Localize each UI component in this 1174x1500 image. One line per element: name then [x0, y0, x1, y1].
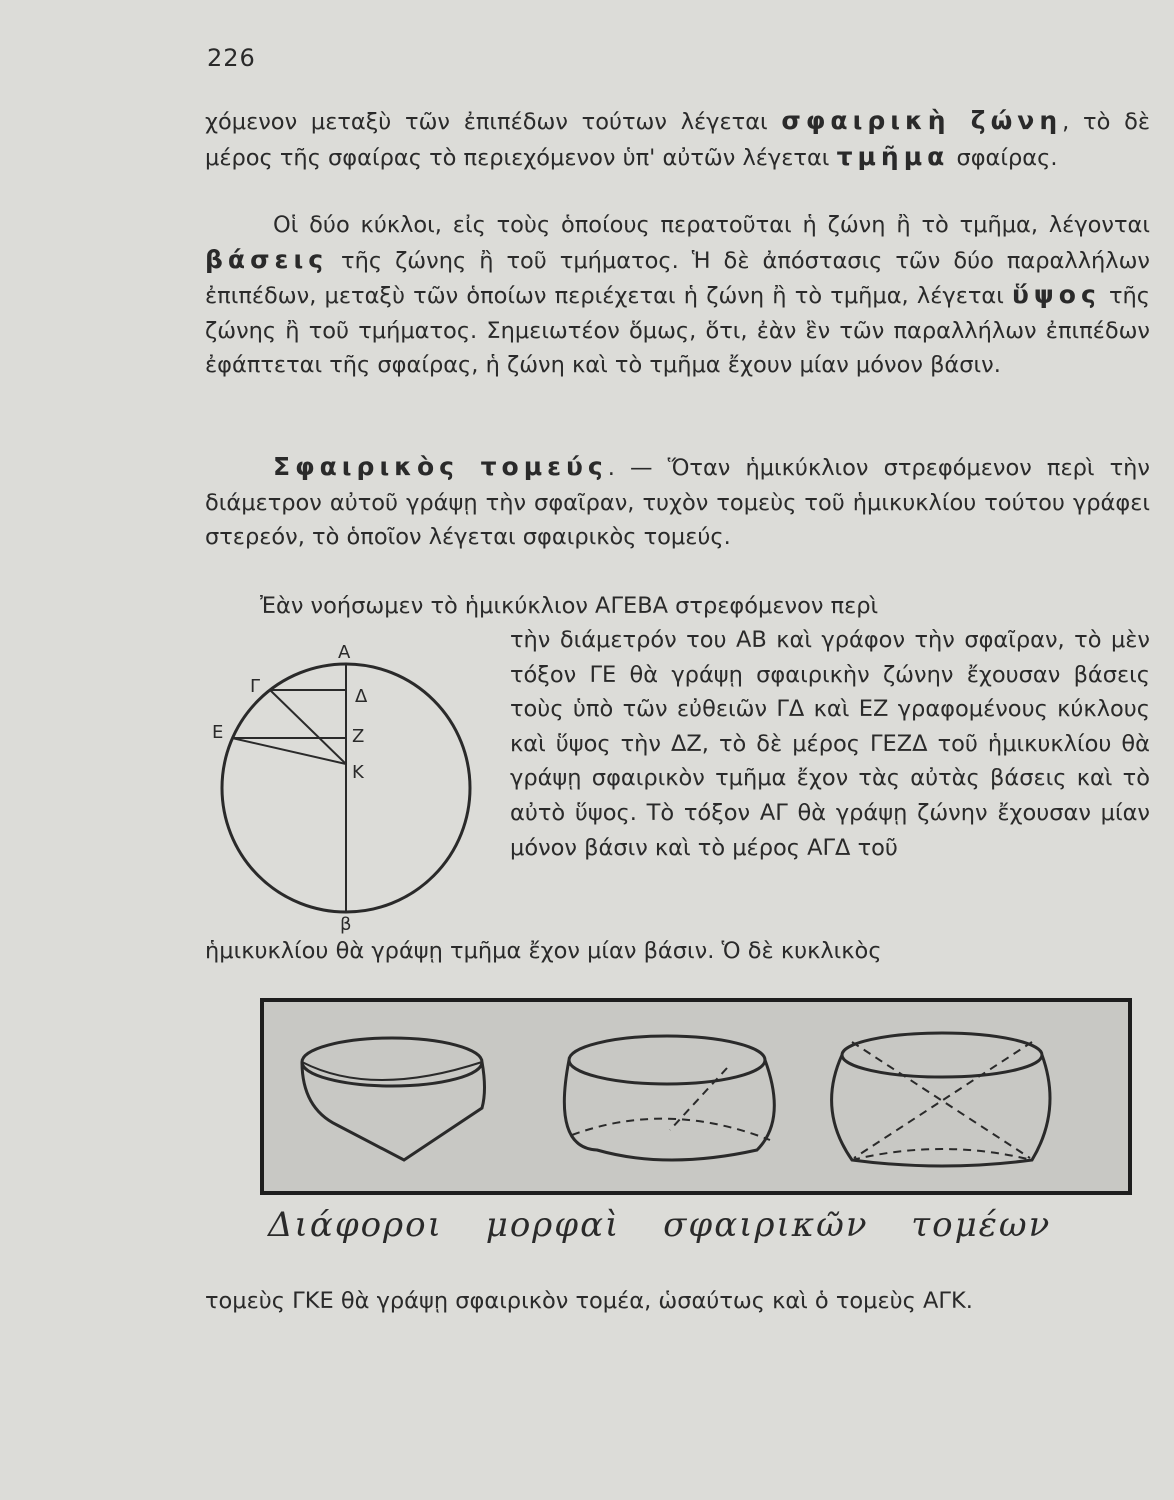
text-run: . — Ὅταν ἡμικύκλιον στρεφόμενον περὶ τὴν διάμετρον αὐτοῦ γράψῃ τὴν σφαῖραν, τυχὸν τομεὺς τοῦ ἡμικυκλίου τούτου γράφει στερεόν, τὸ ὁποῖον λέγεται σφαιρικὸς τομεύς. — [205, 455, 1150, 551]
paragraph-example-wrapped: τὴν διάμετρόν του ΑΒ καὶ γράφον τὴν σφαῖραν, τὸ μὲν τόξον ΓΕ θὰ γράψῃ σφαιρικὴν ζώνην ἔχουσαν βάσεις τοὺς ὑπὸ τῶν εὐθειῶν ΓΔ καὶ ΕΖ γραφομένους κύκλους καὶ ὕψος τὴν ΔΖ, τὸ δὲ μέρος ΓΕΖΔ τοῦ ἡμικυκλίου θὰ γράψῃ σφαιρικὸν τμῆμα ἔχον τὰς αὐτὰς βάσεις καὶ τὸ αὐτὸ ὕψος. Τὸ τόξον ΑΓ θὰ γράψῃ ζώνην ἔχουσαν μίαν μόνον βάσιν καὶ τὸ μέρος ΑΓΔ τοῦ — [510, 627, 1150, 861]
term-segment: τμῆμα — [836, 141, 950, 171]
term-spherical-sector: Σφαιρικὸς τομεύς — [273, 452, 608, 481]
label-Z: Ζ — [352, 726, 365, 747]
label-A: Α — [338, 642, 351, 663]
paragraph-bases-height — [205, 208, 1150, 383]
text-run: τῆς ζώνης ἢ τοῦ τμήματος. Σημειωτέον ὅμως, ὅτι, ἐὰν ἓν τῶν παραλλήλων ἐπιπέδων ἐφάπτεται τῆς σφαίρας, ἡ ζώνη καὶ τὸ τμῆμα ἔχουν μίαν μόνον βάσιν. — [205, 283, 1150, 379]
text-run: Οἱ δύο κύκλοι, εἰς τοὺς ὁποίους περατοῦται ἡ ζώνη ἢ τὸ τμῆμα, λέγονται — [273, 212, 1150, 238]
text-run: σφαίρας. — [949, 144, 1058, 171]
term-bases: βάσεις — [205, 244, 329, 274]
label-B: β — [340, 914, 352, 935]
paragraph-closing: τομεὺς ΓΚΕ θὰ γράψῃ σφαιρικὸν τομέα, ὡσαύτως καὶ ὁ τομεὺς ΑΓΚ. — [205, 1288, 973, 1314]
text-run: , τὸ δὲ μέρος τῆς σφαίρας τὸ περιεχόμενον ὑπ' αὐτῶν λέγεται — [205, 109, 1151, 171]
paragraph-zone-definition — [205, 104, 1150, 175]
label-E: Ε — [212, 722, 224, 743]
term-height: ὕψος — [1012, 280, 1101, 310]
term-spherical-zone: σφαιρικὴ ζώνη — [781, 106, 1063, 135]
label-K: Κ — [352, 762, 364, 783]
text-run: χόμενον μεταξὺ τῶν ἐπιπέδων τούτων λέγεται — [205, 109, 782, 135]
label-G: Γ — [250, 676, 261, 697]
spherical-sectors-figure — [262, 1000, 1130, 1193]
paragraph-example-last-line: ἡμικυκλίου θὰ γράψῃ τμῆμα ἔχον μίαν βάσιν. Ὁ δὲ κυκλικὸς — [205, 938, 882, 964]
figure-caption: Διάφοροι μορφαὶ σφαιρικῶν τομέων — [268, 1205, 1052, 1245]
text-run: τῆς ζώνης ἢ τοῦ τμήματος. Ἡ δὲ ἀπόστασις τῶν δύο παραλλήλων ἐπιπέδων, μεταξὺ τῶν ὁποίων περιέχεται ἡ ζώνη ἢ τὸ τμῆμα, λέγεται — [205, 247, 1150, 310]
paragraph-spherical-sector — [205, 450, 1150, 555]
semicircle-figure — [210, 640, 490, 935]
label-D: Δ — [355, 686, 368, 707]
page-number: 226 — [207, 44, 256, 72]
paragraph-example-first-line: Ἐὰν νοήσωμεν τὸ ἡμικύκλιον ΑΓΕΒΑ στρεφόμενον περὶ — [260, 593, 879, 619]
